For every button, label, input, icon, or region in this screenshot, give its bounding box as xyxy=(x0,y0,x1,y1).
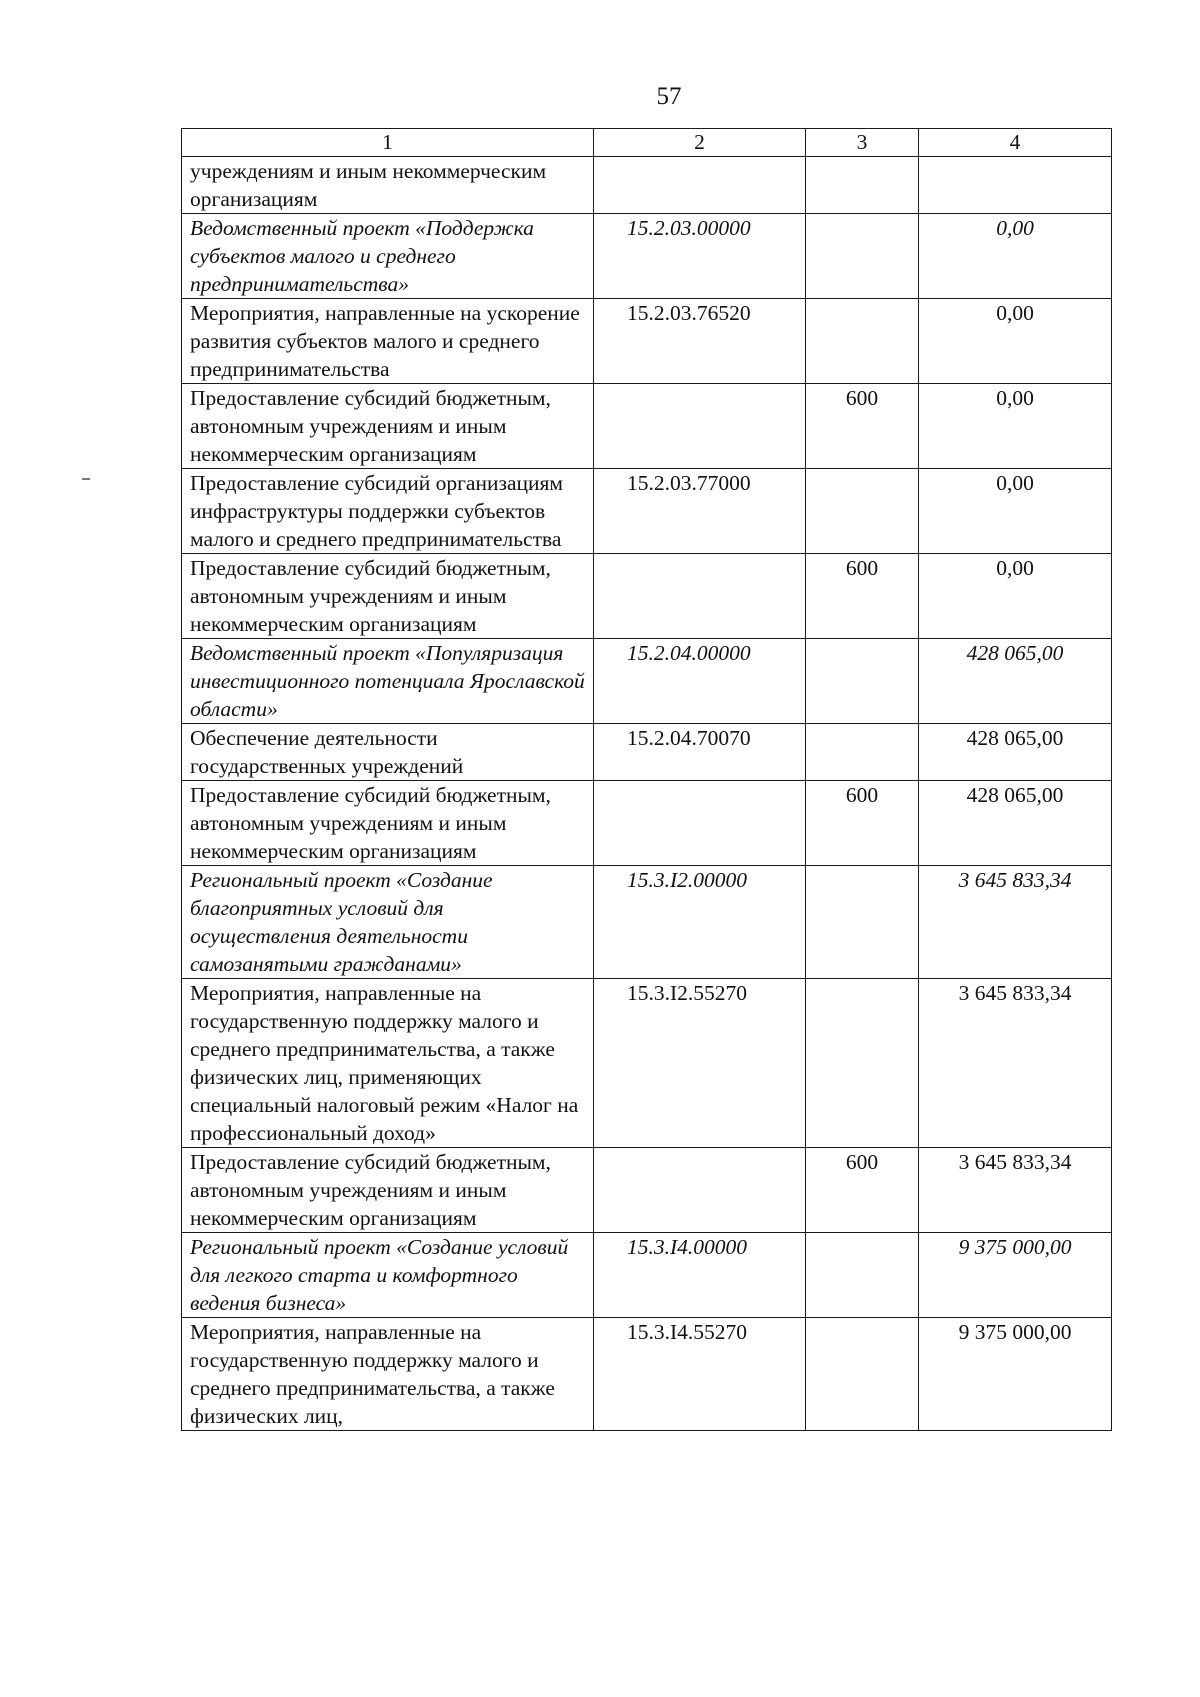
name-cell: Предоставление субсидий бюджетным, автономным учреждениям и иным некоммерческим организациям xyxy=(182,554,594,639)
name-cell: Мероприятия, направленные на ускорение развития субъектов малого и среднего предпринимательства xyxy=(182,299,594,384)
name-cell: Предоставление субсидий бюджетным, автономным учреждениям и иным некоммерческим организациям xyxy=(182,1148,594,1233)
amount-cell: 3 645 833,34 xyxy=(919,979,1112,1148)
code-cell: 15.3.I4.00000 xyxy=(594,1233,806,1318)
amount-cell xyxy=(919,157,1112,214)
expense-group-cell: 600 xyxy=(806,554,919,639)
code-cell: 15.2.03.77000 xyxy=(594,469,806,554)
table-row xyxy=(182,639,1112,724)
code-cell: 15.3.I2.00000 xyxy=(594,866,806,979)
table-row xyxy=(182,724,1112,781)
header-cell-name: 1 xyxy=(182,129,594,157)
name-cell: Обеспечение деятельности государственных учреждений xyxy=(182,724,594,781)
expense-group-cell xyxy=(806,1233,919,1318)
code-cell xyxy=(594,384,806,469)
name-cell: Мероприятия, направленные на государственную поддержку малого и среднего предпринимательства, а также физических лиц, xyxy=(182,1318,594,1431)
amount-cell: 9 375 000,00 xyxy=(919,1318,1112,1431)
amount-cell: 3 645 833,34 xyxy=(919,866,1112,979)
amount-cell: 428 065,00 xyxy=(919,781,1112,866)
name-cell: учреждениям и иным некоммерческим организациям xyxy=(182,157,594,214)
expense-group-cell xyxy=(806,157,919,214)
code-cell xyxy=(594,554,806,639)
header-row xyxy=(182,129,1112,157)
amount-cell: 0,00 xyxy=(919,214,1112,299)
table-row xyxy=(182,214,1112,299)
expense-group-cell xyxy=(806,639,919,724)
code-cell xyxy=(594,157,806,214)
amount-cell: 9 375 000,00 xyxy=(919,1233,1112,1318)
page-number: 57 xyxy=(656,83,682,110)
table-row xyxy=(182,781,1112,866)
table-row xyxy=(182,299,1112,384)
amount-cell: 3 645 833,34 xyxy=(919,1148,1112,1233)
table-row xyxy=(182,979,1112,1148)
table-row xyxy=(182,157,1112,214)
name-cell: Предоставление субсидий бюджетным, автономным учреждениям и иным некоммерческим организациям xyxy=(182,781,594,866)
budget-table xyxy=(181,128,1112,1431)
amount-cell: 0,00 xyxy=(919,469,1112,554)
name-cell: Ведомственный проект «Популяризация инвестиционного потенциала Ярославской области» xyxy=(182,639,594,724)
amount-cell: 428 065,00 xyxy=(919,724,1112,781)
expense-group-cell xyxy=(806,866,919,979)
table-row xyxy=(182,384,1112,469)
code-cell: 15.3.I4.55270 xyxy=(594,1318,806,1431)
expense-group-cell xyxy=(806,214,919,299)
amount-cell: 428 065,00 xyxy=(919,639,1112,724)
name-cell: Региональный проект «Создание благоприятных условий для осуществления деятельности самозанятыми гражданами» xyxy=(182,866,594,979)
expense-group-cell xyxy=(806,1318,919,1431)
code-cell: 15.2.04.00000 xyxy=(594,639,806,724)
header-cell-code: 2 xyxy=(594,129,806,157)
expense-group-cell: 600 xyxy=(806,384,919,469)
table-row xyxy=(182,1318,1112,1431)
table-row xyxy=(182,1233,1112,1318)
table-row xyxy=(182,554,1112,639)
amount-cell: 0,00 xyxy=(919,299,1112,384)
amount-cell: 0,00 xyxy=(919,554,1112,639)
expense-group-cell xyxy=(806,469,919,554)
header-cell-group: 3 xyxy=(806,129,919,157)
code-cell: 15.2.04.70070 xyxy=(594,724,806,781)
header-cell-amount: 4 xyxy=(919,129,1112,157)
name-cell: Предоставление субсидий организациям инфраструктуры поддержки субъектов малого и среднего предпринимательства xyxy=(182,469,594,554)
name-cell: Мероприятия, направленные на государственную поддержку малого и среднего предпринимательства, а также физических лиц, применяющих специальный налоговый режим «Налог на профессиональный доход» xyxy=(182,979,594,1148)
name-cell: Региональный проект «Создание условий для легкого старта и комфортного ведения бизнеса» xyxy=(182,1233,594,1318)
code-cell: 15.3.I2.55270 xyxy=(594,979,806,1148)
expense-group-cell xyxy=(806,724,919,781)
amount-cell: 0,00 xyxy=(919,384,1112,469)
code-cell: 15.2.03.76520 xyxy=(594,299,806,384)
expense-group-cell xyxy=(806,979,919,1148)
name-cell: Предоставление субсидий бюджетным, автономным учреждениям и иным некоммерческим организациям xyxy=(182,384,594,469)
code-cell xyxy=(594,1148,806,1233)
table-row xyxy=(182,866,1112,979)
expense-group-cell: 600 xyxy=(806,1148,919,1233)
scan-mark xyxy=(82,478,90,480)
name-cell: Ведомственный проект «Поддержка субъектов малого и среднего предпринимательства» xyxy=(182,214,594,299)
expense-group-cell xyxy=(806,299,919,384)
code-cell: 15.2.03.00000 xyxy=(594,214,806,299)
table-row xyxy=(182,1148,1112,1233)
expense-group-cell: 600 xyxy=(806,781,919,866)
code-cell xyxy=(594,781,806,866)
table-row xyxy=(182,469,1112,554)
